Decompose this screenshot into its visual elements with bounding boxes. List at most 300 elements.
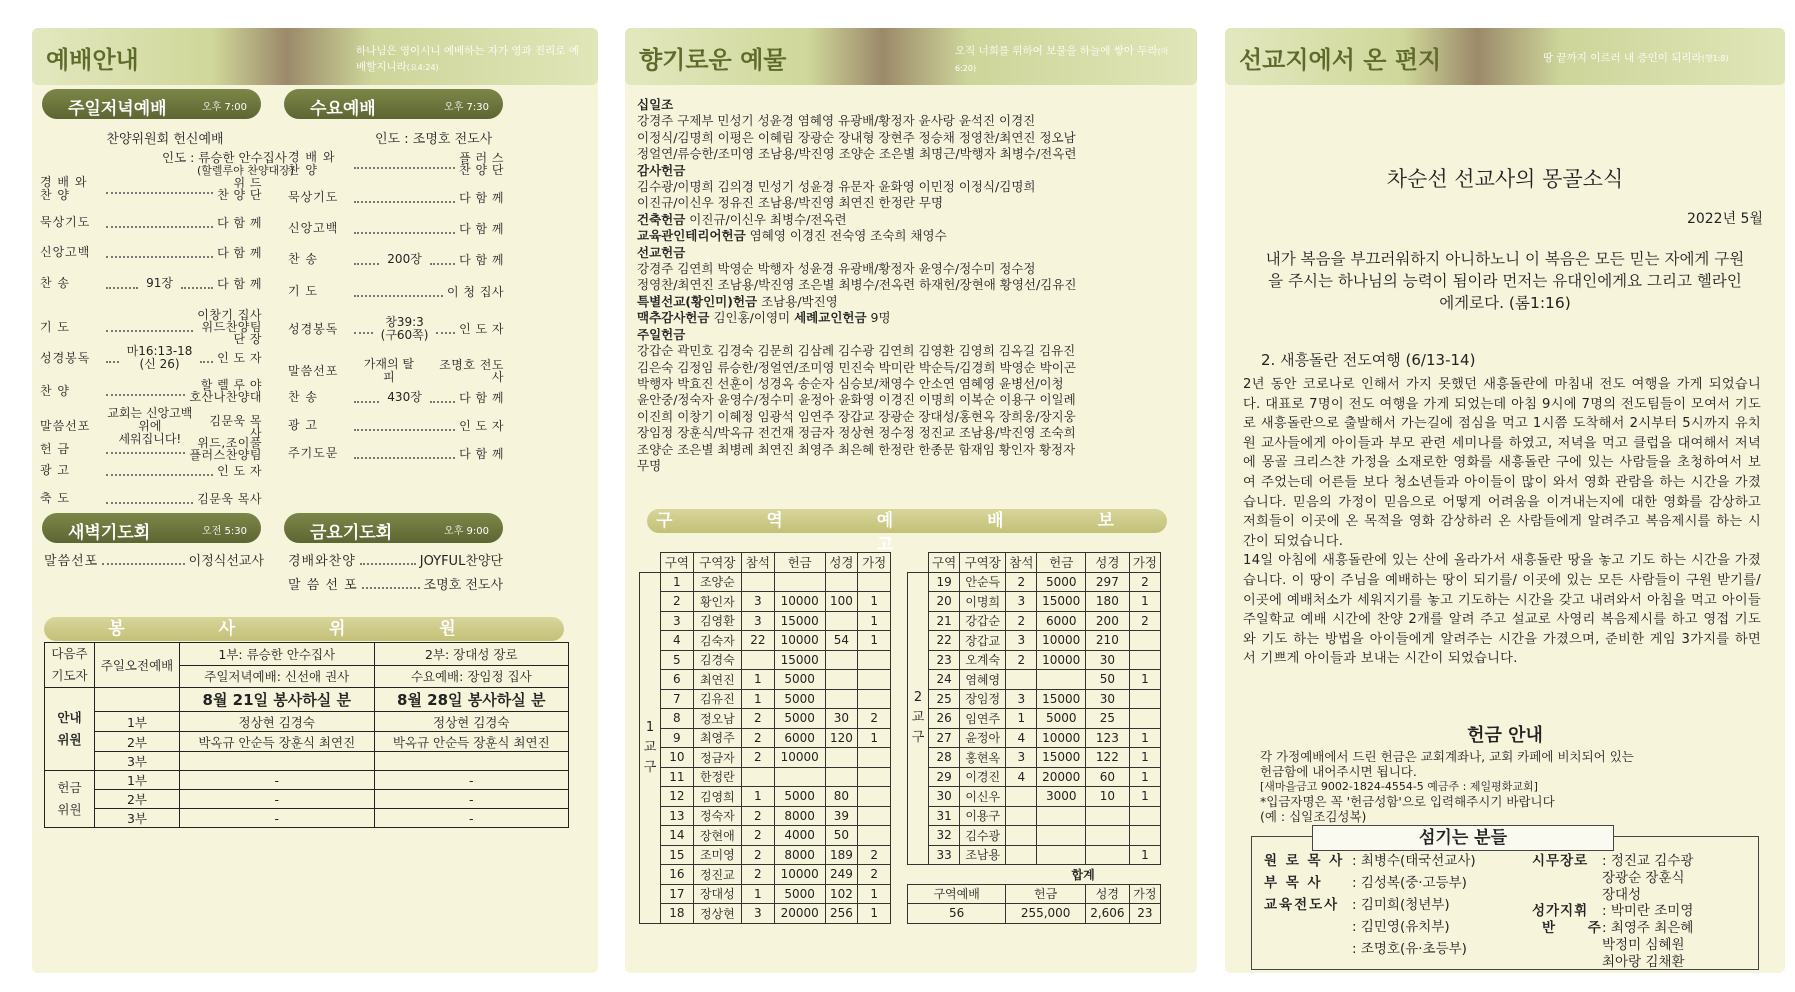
district-cell: 오계숙 [960, 650, 1006, 670]
offering-names: 강갑순 곽민호 김경숙 김문희 김삼례 김수광 김연희 김영환 김영희 김옥길 김유진 [637, 343, 1076, 359]
offering-category: 세례교인헌금 [794, 310, 867, 326]
table-row [908, 845, 1161, 865]
district-cell: 정상현 [693, 904, 741, 924]
wed-order-row [288, 191, 504, 204]
district-cell [858, 748, 891, 768]
worship-guide-verse: 하나님은 영이시니 예배하는 자가 영과 진리로 예배할지니라(요4:24) [356, 45, 579, 73]
district-cell [1006, 826, 1037, 846]
offering-line [637, 146, 1185, 162]
offering-line [637, 245, 1185, 261]
wed-order-person: 다 함 께 [459, 252, 504, 267]
wed-order-person: 다 함 께 [459, 221, 504, 236]
worship-guide-banner [32, 28, 598, 85]
table-row [640, 631, 891, 651]
sunday-leader-note: (할렐루야 찬양대장) [197, 164, 295, 177]
offering-line [637, 277, 1185, 293]
district-cell: 윤정아 [960, 728, 1006, 748]
wed-order-label: 신앙고백 [288, 221, 339, 235]
sunday-order-row [40, 345, 262, 371]
wed-order-content: 430장 [387, 390, 422, 404]
district-cell: 15000 [774, 650, 825, 670]
service-committee-header: 봉 사 위 원 [44, 617, 564, 641]
district-cell [1129, 709, 1160, 729]
dawn-prayer-header: 새벽기도회 오전 5:30 [42, 513, 261, 543]
leader-dots [106, 256, 213, 258]
sunday-order-row [40, 492, 262, 505]
leader-dots [430, 401, 455, 403]
offering-list [637, 97, 1185, 474]
district-cell: 1 [1129, 592, 1160, 612]
district-cell: 염혜영 [960, 670, 1006, 690]
district-cell [1006, 806, 1037, 826]
offering-names: 정영찬/최연진 조남용/박진영 조은별 최병수/전옥련 하재헌/장현애 황영선/김유진 [637, 277, 1077, 293]
district-cell: 김유진 [693, 689, 741, 709]
offering-names: 이진규/이신우 정유진 조남용/박진영 최연진 한정란 무명 [637, 195, 944, 211]
sunday-order-row [40, 277, 262, 290]
district-cell: 1 [742, 689, 775, 709]
sunday-order-label: 찬 양 [40, 383, 70, 398]
district-header: 가정 [858, 553, 891, 573]
total-header: 성경 [1085, 884, 1129, 904]
sunday-order-person: 다 함 께 [217, 245, 262, 260]
table-row [908, 670, 1161, 690]
leader-dots [200, 361, 213, 363]
staff-role: 부 목 사 [1264, 875, 1323, 891]
district-cell [858, 689, 891, 709]
district-cell: 1 [1129, 728, 1160, 748]
wed-order-label: 광 고 [288, 418, 318, 432]
wed-order-person: 다 함 께 [459, 190, 504, 205]
district-group-label: 1 교 구 [640, 572, 661, 923]
total-label: 합계 [1006, 865, 1161, 885]
district-cell: 2 [1006, 650, 1037, 670]
offering-line [637, 195, 1185, 211]
district-cell: 249 [825, 865, 858, 885]
district-cell: 정금자 [693, 748, 741, 768]
district-cell: 12 [661, 787, 694, 807]
district-cell: 1 [742, 670, 775, 690]
district-cell: 30 [1085, 650, 1129, 670]
district-cell: 2 [1129, 611, 1160, 631]
total-header: 헌금 [1006, 884, 1086, 904]
sunday-order-label: 묵상기도 [40, 215, 91, 229]
district-cell: 27 [929, 728, 960, 748]
sunday-order-row [40, 437, 262, 461]
offering-line [637, 130, 1185, 146]
district-cell: 10000 [1037, 631, 1086, 651]
district-cell: 임연주 [960, 709, 1006, 729]
district-cell [825, 670, 858, 690]
district-cell: 김수광 [960, 826, 1006, 846]
sunday-leader: 인도 : 류승한 안수집사 [162, 150, 287, 165]
district-cell: 한정란 [693, 767, 741, 787]
district-cell: 1 [858, 884, 891, 904]
table-row [908, 611, 1161, 631]
district-cell: 1 [858, 904, 891, 924]
district-cell [1006, 845, 1037, 865]
offering-line [637, 343, 1185, 359]
district-cell: 15 [661, 845, 694, 865]
district-cell: 김영희 [693, 787, 741, 807]
district-cell: 10000 [1037, 650, 1086, 670]
sunday-order-person: 이창기 집사 위드찬양팀 단 장 [197, 308, 262, 346]
wed-order-person: 인 도 자 [459, 322, 505, 336]
sunday-order-person: 다 함 께 [217, 276, 262, 291]
sunday-order-content: 마16:13-18 (신 26) [126, 344, 193, 371]
district-cell: 2 [858, 845, 891, 865]
table-row [640, 904, 891, 924]
total-header-row [908, 884, 1161, 904]
district-table-2 [907, 552, 1161, 924]
district-cell: 5000 [774, 670, 825, 690]
wed-order-row [288, 447, 504, 460]
district-cell [1129, 806, 1160, 826]
sunday-order-label: 찬 송 [40, 276, 70, 290]
table-row [640, 748, 891, 768]
district-cell: 이용구 [960, 806, 1006, 826]
district-cell [1037, 845, 1086, 865]
table-row [908, 631, 1161, 651]
wed-order-label: 주기도문 [288, 446, 339, 460]
offering-line [637, 294, 1185, 310]
sunday-order-row [40, 379, 262, 403]
district-cell: 2 [1006, 611, 1037, 631]
district-cell: 3000 [1037, 787, 1086, 807]
district-cell: 20000 [774, 904, 825, 924]
total-header: 구역예배 [908, 884, 1006, 904]
district-cell: 1 [1129, 767, 1160, 787]
district-cell: 10000 [774, 592, 825, 612]
offering-category: 건축헌금 [637, 211, 686, 227]
district-cell: 19 [929, 572, 960, 592]
district-cell: 이신우 [960, 787, 1006, 807]
leader-dots [106, 287, 138, 289]
district-header: 구역장 [960, 553, 1006, 573]
sunday-order-person: 위드,조이풀 플러스찬양팀 [189, 436, 262, 462]
table-row [640, 650, 891, 670]
sunday-order-person: 김문욱 목사 [209, 413, 262, 440]
district-cell: 2 [1129, 572, 1160, 592]
district-cell: 30 [825, 709, 858, 729]
wed-order-label: 기 도 [288, 284, 318, 298]
district-cell: 50 [825, 826, 858, 846]
district-cell: 1 [661, 572, 694, 592]
district-cell: 31 [929, 806, 960, 826]
district-cell [825, 748, 858, 768]
sunday-order-label: 신앙고백 [40, 245, 91, 259]
offering-names: 김수광/이명희 김의경 민성기 성윤경 유문자 윤화영 이민정 이정식/김명희 [637, 179, 1036, 195]
district-cell: 5000 [774, 884, 825, 904]
offering-line [637, 376, 1185, 392]
district-cell [1037, 670, 1086, 690]
wednesday-leader: 인도 : 조명호 전도사 [375, 132, 493, 147]
sunday-order-label: 축 도 [40, 491, 70, 505]
offering-names: 정얼연/류승한/조미영 조남용/박진영 조양순 조은별 최명근/박행자 최병수/전옥련 [637, 146, 1077, 162]
table-row [908, 748, 1161, 768]
district-cell: 200 [1085, 611, 1129, 631]
wed-order-row [288, 222, 504, 235]
sunday-order-person: 할 렐 루 야 호산나찬양대 [189, 378, 262, 404]
sunday-order-label: 말씀선포 [40, 419, 91, 433]
wed-order-row [288, 391, 504, 404]
district-cell: 장대성 [693, 884, 741, 904]
staff-title: 섬기는 분들 [1312, 825, 1614, 851]
sunday-evening-header: 주일저녁예배 오후 7:00 [42, 89, 261, 119]
offering-category: 선교헌금 [637, 244, 686, 260]
district-cell: 3 [742, 611, 775, 631]
district-cell: 60 [1085, 767, 1129, 787]
table-row [640, 592, 891, 612]
district-table-1 [639, 552, 891, 924]
district-cell: 102 [825, 884, 858, 904]
letter-paragraph-2: 14일 아침에 새흥돌란에 있는 산에 올라가서 새흥돌란 땅을 놓고 기도 하는 시간을 가졌습니다. 이 땅이 주님을 예배하는 땅이 되기를/ 이곳에 있는 모든 사람들이 구원 받기를/ 이곳에 예배처소가 세워지기를 놓고 기도하는 시간을 갖고 내려와서 아침을 먹고 아이들 주일학교 예배 시간에 찬양 2개를 알려 주고 설교로 사영리 복음제시를 하고 영접 기도와 기도 하는 방법을 아이들에게 알려주는 시간을 가졌으며, 준비한 게임 3가지를 하면서 기쁘게 아이들과 보내는 시간이 되었습니다. [1243, 553, 1761, 667]
district-header: 성경 [1085, 553, 1129, 573]
district-cell [858, 670, 891, 690]
district-cell: 22 [929, 631, 960, 651]
district-header: 참석 [1006, 553, 1037, 573]
table-row [908, 709, 1161, 729]
district-cell [1085, 806, 1129, 826]
district-cell: 23 [929, 650, 960, 670]
wed-order-label: 말씀선포 [288, 363, 339, 378]
district-cell: 1 [1006, 709, 1037, 729]
worship-guide-title: 예배안내 [46, 45, 139, 74]
wed-order-label: 찬 송 [288, 252, 318, 266]
wed-order-content: 창39:3 (구60쪽) [380, 315, 429, 342]
offering-line [637, 228, 1185, 244]
district-header: 구역 [929, 553, 960, 573]
table-row [640, 689, 891, 709]
offering-names: 염혜영 이경진 전숙영 조숙희 채영수 [749, 228, 947, 244]
district-cell: 5000 [774, 689, 825, 709]
district-cell: 10 [661, 748, 694, 768]
table-row [640, 572, 891, 592]
district-cell: 김경숙 [693, 650, 741, 670]
district-cell: 최연진 [693, 670, 741, 690]
district-cell [1037, 806, 1086, 826]
district-cell [1085, 826, 1129, 846]
district-cell: 8000 [774, 806, 825, 826]
offering-names: 무명 [637, 457, 662, 473]
table-row [640, 865, 891, 885]
district-header: 헌금 [1037, 553, 1086, 573]
district-cell: 1 [858, 631, 891, 651]
district-cell [858, 767, 891, 787]
offering-line [637, 261, 1185, 277]
offering-line [637, 97, 1185, 113]
district-cell: 17 [661, 884, 694, 904]
offerings-title: 향기로운 예물 [639, 45, 787, 74]
table-row [640, 806, 891, 826]
district-cell: 8000 [774, 845, 825, 865]
district-cell [742, 767, 775, 787]
district-cell: 10000 [774, 748, 825, 768]
table-row [640, 670, 891, 690]
district-cell: 29 [929, 767, 960, 787]
total-header: 가정 [1129, 884, 1160, 904]
district-cell: 이명희 [960, 592, 1006, 612]
district-header-row [908, 553, 1161, 573]
district-cell: 15000 [774, 611, 825, 631]
leader-dots [354, 332, 373, 334]
sunday-order-label: 성경봉독 [40, 350, 91, 365]
offering-line [637, 327, 1185, 343]
offering-line [637, 360, 1185, 376]
district-cell: 26 [929, 709, 960, 729]
district-cell: 김영환 [693, 611, 741, 631]
district-cell: 3 [1006, 689, 1037, 709]
choir-label: 성가지휘 [1532, 903, 1589, 919]
letter-date: 2022년 5월 [1686, 211, 1763, 227]
district-cell: 15000 [1037, 689, 1086, 709]
elder-names: : 정진교 김수광 장광순 장훈식 장대성 [1602, 853, 1694, 903]
table-row [640, 709, 891, 729]
district-cell: 1 [742, 787, 775, 807]
district-cell: 2 [742, 865, 775, 885]
district-header: 구역 [661, 553, 694, 573]
offering-line [637, 458, 1185, 474]
offering-names: 장임정 장훈식/박옥규 전건재 정금자 정상현 정수정 정진교 조남용/박진영 조숙희 [637, 425, 1076, 441]
district-cell: 39 [825, 806, 858, 826]
district-cell [825, 689, 858, 709]
offering-line [637, 442, 1185, 458]
sunday-order-label: 경 배 와 찬 양 [40, 175, 88, 202]
district-cell [825, 611, 858, 631]
offering-category: 십일조 [637, 97, 674, 112]
table-row [640, 884, 891, 904]
district-cell [825, 650, 858, 670]
sunday-order-content: 91장 [146, 276, 173, 290]
offering-category: 주일헌금 [637, 326, 686, 342]
wed-order-person: 다 함 께 [459, 390, 504, 405]
wed-order-label: 경 배 와 찬 양 [288, 150, 336, 177]
district-cell: 1 [1129, 748, 1160, 768]
offerings-banner [625, 28, 1197, 85]
district-cell: 5000 [774, 787, 825, 807]
district-cell: 30 [929, 787, 960, 807]
leader-dots [106, 226, 213, 228]
district-cell: 5000 [1037, 572, 1086, 592]
district-cell: 100 [825, 592, 858, 612]
elder-label: 시무장로 [1532, 853, 1589, 869]
wed-order-person: 다 함 께 [459, 446, 504, 461]
leader-dots [106, 452, 185, 454]
offering-line [637, 425, 1185, 441]
wed-order-row [288, 285, 504, 298]
staff-name: : 최병수(태국선교사) [1352, 853, 1476, 869]
district-cell: 120 [825, 728, 858, 748]
table-row [640, 787, 891, 807]
total-label-row [908, 865, 1161, 885]
district-header: 헌금 [774, 553, 825, 573]
staff-name: : 조명호(유·초등부) [1352, 941, 1467, 957]
table-row [908, 806, 1161, 826]
district-cell [1129, 689, 1160, 709]
leader-dots [354, 201, 455, 203]
sunday-order-person: 다 함 께 [217, 215, 262, 230]
table-row [908, 826, 1161, 846]
friday-praise-row: 경배와찬양 JOYFUL찬양단 [288, 554, 503, 569]
sunday-order-person: 인 도 자 [217, 351, 262, 365]
table-row [908, 572, 1161, 592]
leader-dots [354, 401, 379, 403]
offering-names: 김은숙 김정임 류승한/정얼연/조미영 민진숙 박미란 박순득/김경희 박영순 박이곤 [637, 359, 1076, 375]
district-cell: 1 [742, 884, 775, 904]
wed-order-person: 플 러 스 찬 양 단 [459, 151, 504, 177]
sunday-order-person: 인 도 자 [217, 463, 262, 478]
total-value: 255,000 [1006, 904, 1086, 924]
blank-cell [908, 553, 929, 573]
sunday-order-row [40, 309, 262, 345]
wed-order-label: 성경봉독 [288, 321, 339, 336]
district-cell: 이경진 [960, 767, 1006, 787]
district-cell: 김숙자 [693, 631, 741, 651]
table-row [640, 826, 891, 846]
district-cell: 15000 [1037, 748, 1086, 768]
district-cell [858, 826, 891, 846]
district-cell: 3 [661, 611, 694, 631]
leader-dots [354, 295, 443, 297]
district-cell: 10 [1085, 787, 1129, 807]
sunday-order-person: 김문욱 목사 [197, 491, 262, 506]
offering-names: 이진희 이창기 이혜정 임광석 임연주 장갑교 장광순 장대성/홍현옥 장희웅/장지웅 [637, 408, 1076, 424]
table-row [908, 592, 1161, 612]
district-cell [742, 650, 775, 670]
offering-line [637, 409, 1185, 425]
offering-names: 윤안중/정숙자 윤영수/정수미 윤정아 윤화영 이경진 이명희 이복순 이용구 이일례 [637, 392, 1076, 408]
district-cell: 최영주 [693, 728, 741, 748]
table-row [908, 689, 1161, 709]
district-cell: 조미영 [693, 845, 741, 865]
district-cell: 강갑순 [960, 611, 1006, 631]
leader-dots [106, 502, 193, 504]
wed-order-row [288, 316, 504, 342]
district-cell: 2 [742, 826, 775, 846]
district-cell: 25 [1085, 709, 1129, 729]
staff-name: : 김민영(유치부) [1352, 919, 1450, 935]
district-header-row [640, 553, 891, 573]
table-row [640, 767, 891, 787]
district-cell: 안순득 [960, 572, 1006, 592]
district-cell: 6000 [774, 728, 825, 748]
offering-guide-title: 헌금 안내 [1467, 725, 1543, 746]
district-cell: 30 [1085, 689, 1129, 709]
leader-dots [106, 474, 213, 476]
district-cell: 정오남 [693, 709, 741, 729]
district-cell: 13 [661, 806, 694, 826]
worship-guide-panel [32, 28, 598, 973]
district-cell [858, 572, 891, 592]
table-row [640, 728, 891, 748]
leader-dots [106, 394, 185, 396]
district-cell: 6000 [1037, 611, 1086, 631]
district-cell: 21 [929, 611, 960, 631]
district-cell [1006, 787, 1037, 807]
sunday-order-person: 위 드 찬 양 단 [217, 176, 262, 202]
district-cell: 54 [825, 631, 858, 651]
district-cell: 2 [742, 748, 775, 768]
district-cell [774, 767, 825, 787]
district-cell: 5 [661, 650, 694, 670]
district-cell [1006, 670, 1037, 690]
table-row [908, 767, 1161, 787]
table-row [908, 728, 1161, 748]
district-cell: 3 [1006, 748, 1037, 768]
district-cell: 3 [742, 904, 775, 924]
offering-category: 교육관인테리어헌금 [637, 228, 746, 244]
offering-names: 9명 [870, 310, 891, 326]
total-value: 2,606 [1085, 904, 1129, 924]
